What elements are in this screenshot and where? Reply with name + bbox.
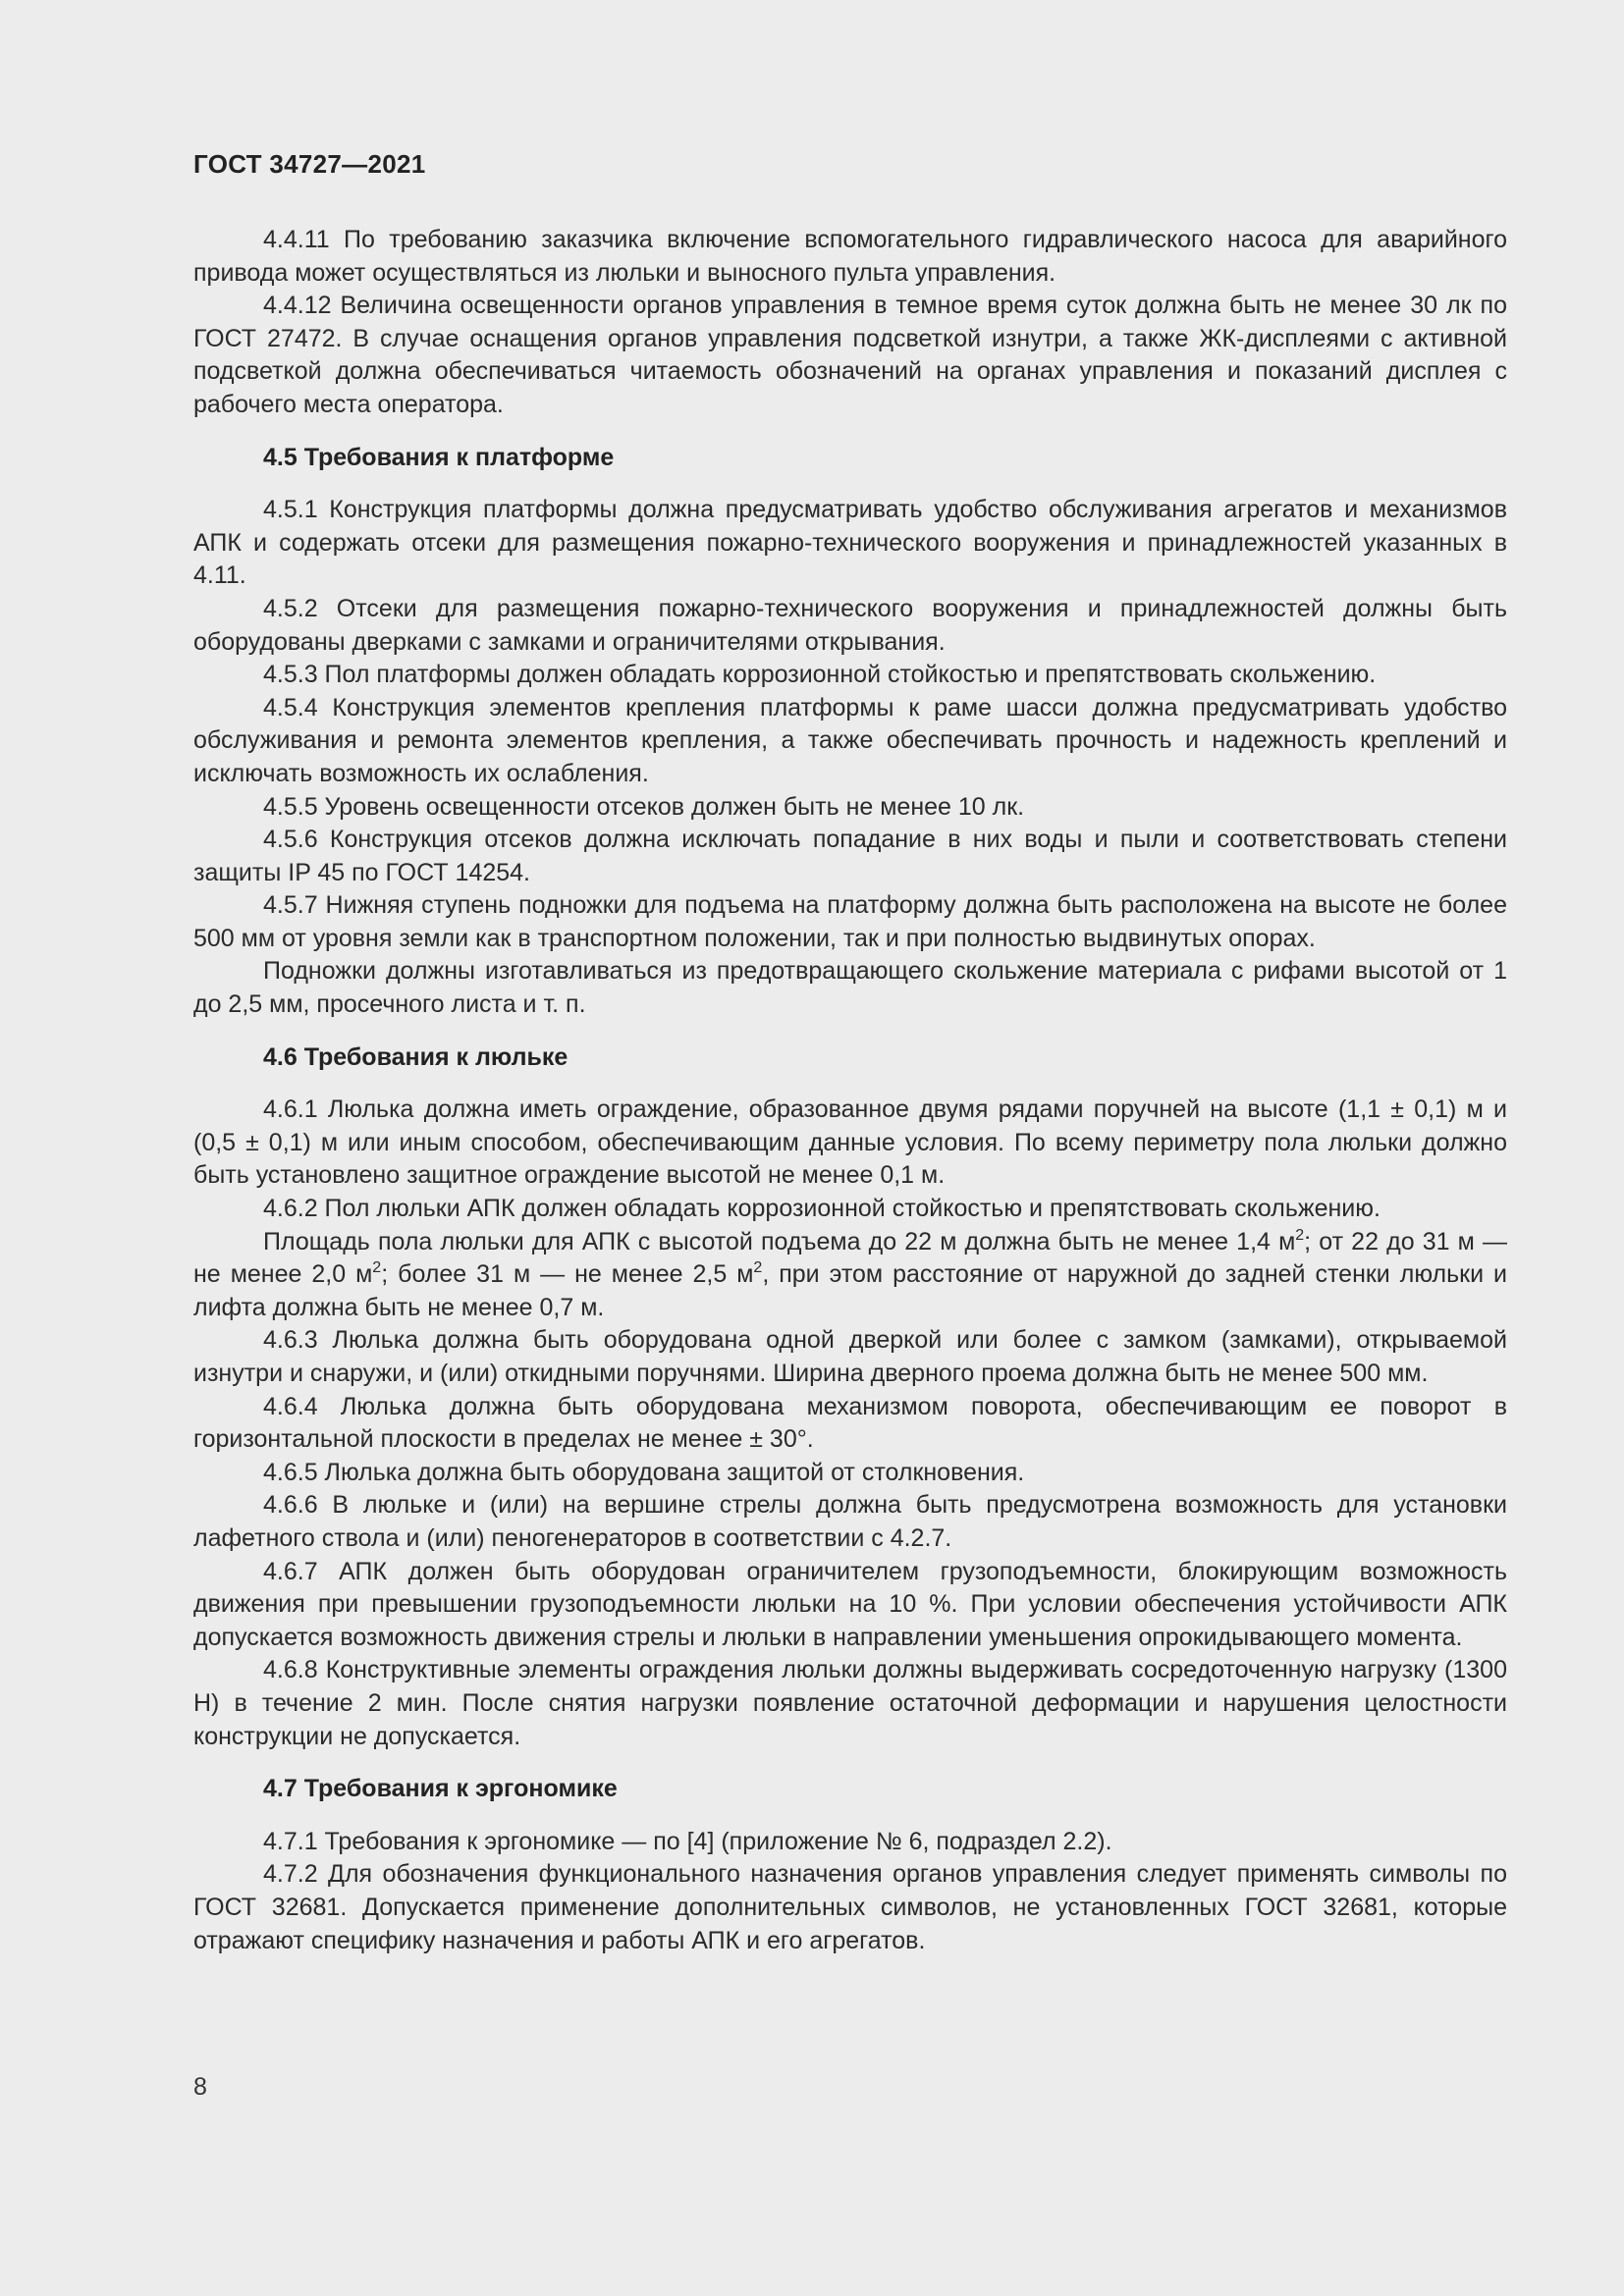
area-superscript-3: 2 [753, 1259, 763, 1277]
area-superscript-1: 2 [1295, 1226, 1305, 1244]
paragraph-4-6-7: 4.6.7 АПК должен быть оборудован ограничителем грузоподъемности, блокирующим возможность движения при превышении грузоподъемности люльки на 10 %. При условии обеспечения устойчивости АПК допускается возможность движения стрелы и люльки в направлении уменьшения опрокидывающего момента. [193, 1557, 1507, 1651]
paragraph-4-4-11: 4.4.11 По требованию заказчика включение вспомогательного гидравлического насоса для аварийного привода может осуществляться из люльки и выносного пульта управления. [193, 226, 1507, 287]
paragraph-4-5-6: 4.5.6 Конструкция отсеков должна исключать попадание в них воды и пыли и соответствовать степени защиты IP 45 по ГОСТ 14254. [193, 826, 1507, 886]
paragraph-4-5-2: 4.5.2 Отсеки для размещения пожарно-технического вооружения и принадлежностей должны быть оборудованы дверками с замками и ограничителями открывания. [193, 594, 1507, 656]
section-heading-4-7: 4.7 Требования к эргономике [263, 1775, 618, 1803]
area-text-part-2: ; от 22 до 31 м — не менее 2,0 м [193, 1227, 1507, 1289]
paragraph-4-6-1: 4.6.1 Люлька должна иметь ограждение, образованное двумя рядами поручней на высоте (1,1 ± 0,1) м и (0,5 ± 0,1) м или иным способом, обеспечивающим данные условия. По всему периметру пола люльки должно быть установлено защитное ограждение высотой не менее 0,1 м. [193, 1095, 1507, 1190]
paragraph-4-7-1: 4.7.1 Требования к эргономике — по [4] (приложение № 6, подраздел 2.2). [263, 1827, 1112, 1855]
paragraph-4-6-6: 4.6.6 В люльке и (или) на вершине стрелы должна быть предусмотрена возможность для установки лафетного ствола и (или) пеногенераторов в соответствии с 4.2.7. [193, 1491, 1507, 1552]
document-header: ГОСТ 34727—2021 [193, 149, 426, 179]
paragraph-4-6-8: 4.6.8 Конструктивные элементы ограждения люльки должны выдерживать сосредоточенную нагрузку (1300 Н) в течение 2 мин. После снятия нагрузки появление остаточной деформации и нарушения целостности конструкции не допускается. [193, 1656, 1507, 1750]
paragraph-4-5-4: 4.5.4 Конструкция элементов крепления платформы к раме шасси должна предусматривать удобство обслуживания и ремонта элементов крепления, а также обеспечивать прочность и надежность креплений и исключать возможность их ослабления. [193, 693, 1507, 787]
paragraph-4-6-5: 4.6.5 Люлька должна быть оборудована защитой от столкновения. [263, 1458, 1025, 1486]
document-body [193, 224, 1507, 1957]
paragraph-4-5-3: 4.5.3 Пол платформы должен обладать коррозионной стойкостью и препятствовать скольжению. [263, 661, 1377, 689]
area-text-part-3: ; более 31 м — не менее 2,5 м [381, 1260, 754, 1289]
section-heading-4-6: 4.6 Требования к люльке [263, 1042, 568, 1071]
area-superscript-2: 2 [372, 1259, 382, 1277]
paragraph-4-7-2: 4.7.2 Для обозначения функционального назначения органов управления следует применять символы по ГОСТ 32681. Допускается применение дополнительных символов, не установленных ГОСТ 32681, которые отражают специфику назначения и работы АПК и его агрегатов. [193, 1860, 1507, 1954]
paragraph-4-6-4: 4.6.4 Люлька должна быть оборудована механизмом поворота, обеспечивающим ее поворот в горизонтальной плоскости в пределах не менее ± 30°. [193, 1392, 1507, 1454]
paragraph-4-5-7: 4.5.7 Нижняя ступень подножки для подъема на платформу должна быть расположена на высоте не более 500 мм от уровня земли как в транспортном положении, так и при полностью выдвинутых опорах. [193, 891, 1507, 952]
paragraph-4-6-2-area [193, 1226, 1507, 1325]
paragraph-4-6-2: 4.6.2 Пол люльки АПК должен обладать коррозионной стойкостью и препятствовать скольжению. [263, 1195, 1380, 1223]
area-text-part-1: Площадь пола люльки для АПК с высотой подъема до 22 м должна быть не менее 1,4 м [263, 1227, 1296, 1255]
paragraph-4-5-5: 4.5.5 Уровень освещенности отсеков должен быть не менее 10 лк. [263, 792, 1025, 821]
paragraph-4-6-3: 4.6.3 Люлька должна быть оборудована одной дверкой или более с замком (замками), открываемой изнутри и снаружи, и (или) откидными поручнями. Ширина дверного проема должна быть не менее 500 мм. [193, 1326, 1507, 1387]
section-heading-4-5: 4.5 Требования к платформе [263, 443, 615, 471]
paragraph-4-5-1: 4.5.1 Конструкция платформы должна предусматривать удобство обслуживания агрегатов и механизмов АПК и содержать отсеки для размещения пожарно-технического вооружения и принадлежностей указанных в 4.11. [193, 496, 1507, 590]
paragraph-4-5-7-continued: Подножки должны изготавливаться из предотвращающего скольжение материала с рифами высотой от 1 до 2,5 мм, просечного листа и т. п. [193, 957, 1507, 1019]
page-number: 8 [193, 2073, 207, 2101]
area-text-part-4: , при этом расстояние от наружной до задней стенки люльки и лифта должна быть не менее 0,7 м. [193, 1260, 1507, 1321]
paragraph-4-4-12: 4.4.12 Величина освещенности органов управления в темное время суток должна быть не менее 30 лк по ГОСТ 27472. В случае оснащения органов управления подсветкой изнутри, а также ЖК-дисплеями с активной подсветкой должна обеспечиваться читаемость обозначений на органах управления и показаний дисплея с рабочего места оператора. [193, 292, 1507, 418]
